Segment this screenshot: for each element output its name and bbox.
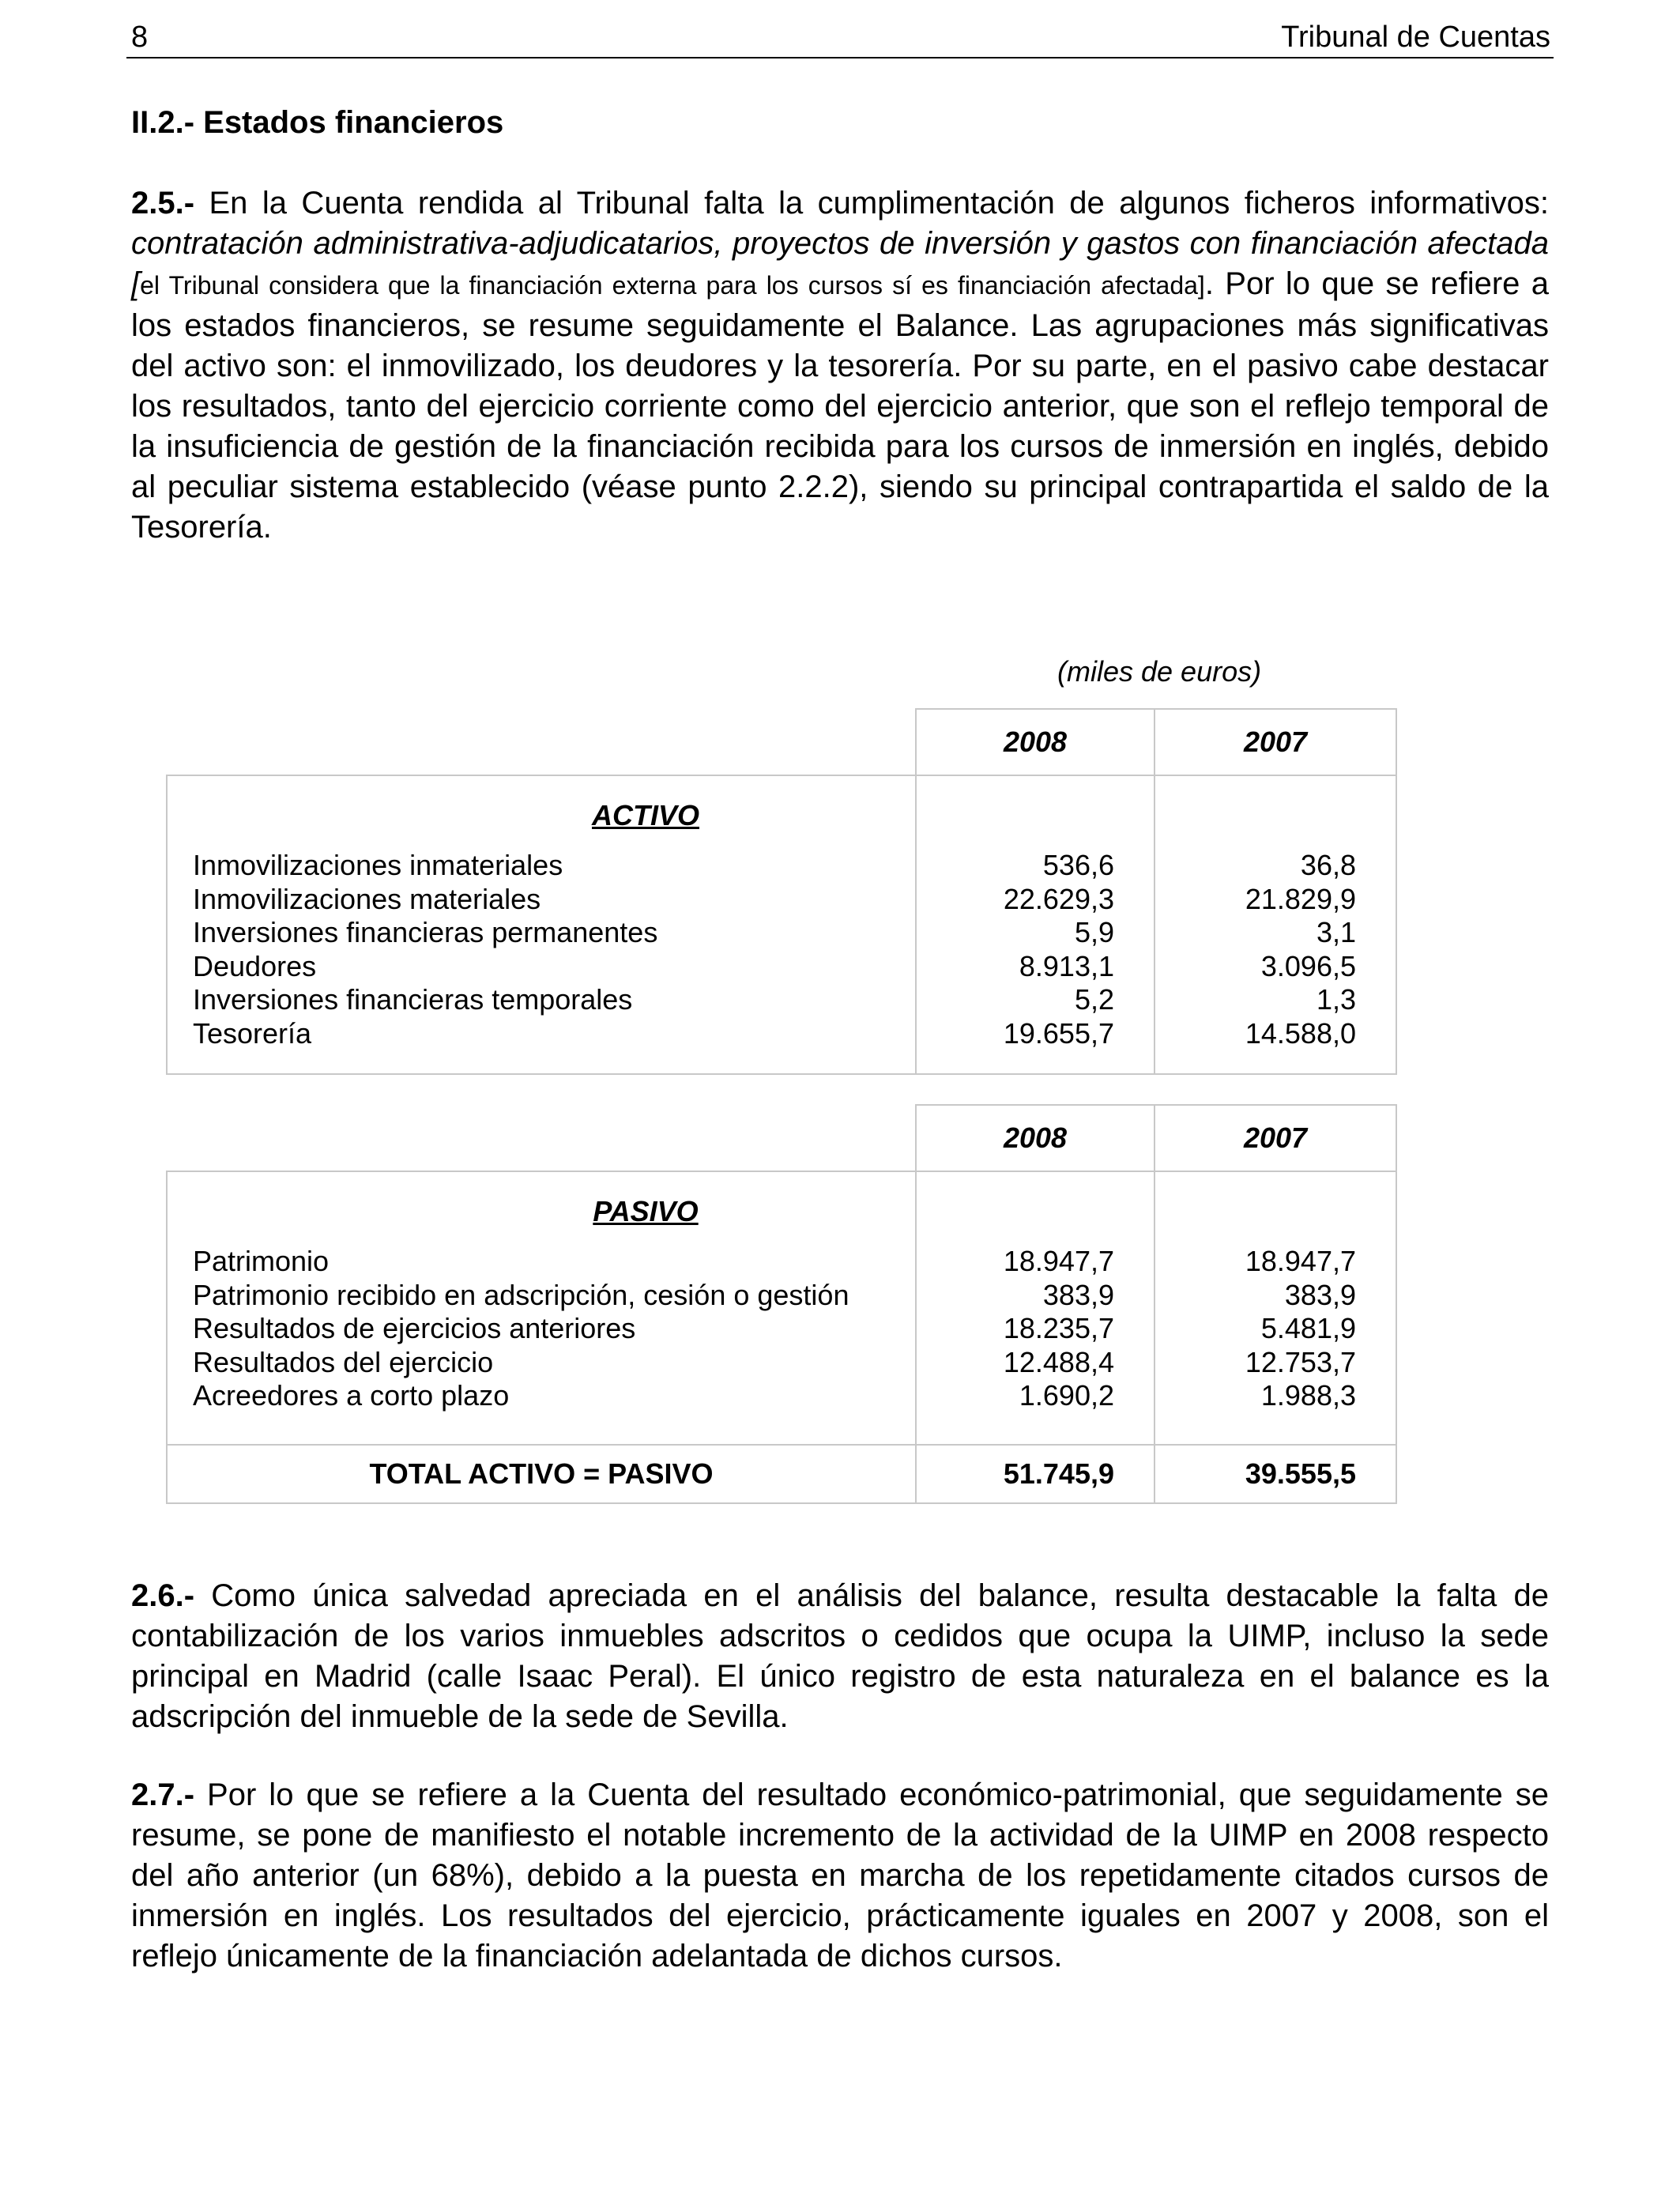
row-label: Resultados del ejercicio: [193, 1345, 494, 1378]
row-label: Patrimonio: [193, 1245, 330, 1277]
row-value: 1.988,3: [1260, 1379, 1356, 1412]
header-rule: [126, 57, 1554, 58]
row-value: 22.629,3: [1003, 882, 1114, 915]
activo-labels: [167, 775, 916, 1074]
row-value: 36,8: [1300, 849, 1356, 881]
row-label: Inmovilizaciones inmateriales: [193, 849, 563, 881]
row-value: 21.829,9: [1245, 882, 1356, 915]
bracket-open: [: [131, 266, 141, 301]
activo-values-2008: [916, 775, 1155, 1074]
row-value: 19.655,7: [1003, 1016, 1114, 1050]
row-label: Patrimonio recibido en adscripción, cesión o gestión: [193, 1278, 849, 1311]
row-value: 536,6: [1042, 849, 1114, 881]
row-value: 18.235,7: [1003, 1312, 1114, 1344]
page-number: 8: [131, 21, 149, 54]
paragraph-text: Por lo que se refiere a la Cuenta del resultado económico-patrimonial, que seguidamente se resume, se pone de manifiesto el notable incremento de la actividad de la UIMP en 2008 respecto del año anterior (un 68%), debido a la puesta en marcha de los repetidamente citados cursos de inmersión en inglés. Los resultados del ejercicio, prácticamente iguales en 2007 y 2008, son el reflejo únicamente de la financiación adelantada de dichos cursos.: [131, 1777, 1549, 1973]
pasivo-values-2008: [916, 1171, 1155, 1445]
units-caption: (miles de euros): [1057, 655, 1262, 688]
row-value: 18.947,7: [1245, 1245, 1356, 1277]
activo-values-2007: [1155, 775, 1396, 1074]
total-value-2008: 51.745,9: [916, 1445, 1155, 1503]
paragraph-note: el Tribunal considera que la financiación externa para los cursos sí es financiación afectada]: [140, 271, 1205, 300]
row-label: Inmovilizaciones materiales: [193, 882, 541, 915]
paragraph-italic-text: contratación administrativa-adjudicatarios, proyectos de inversión y gastos con financiación afectada: [131, 226, 1549, 261]
paragraph-text: Como única salvedad apreciada en el análisis del balance, resulta destacable la falta de contabilización de los varios inmuebles adscritos o cedidos que ocupa la UIMP, incluso la sede principal en Madrid (calle Isaac Peral). El único registro de esta naturaleza en el balance es la adscripción del inmueble de la sede de Sevilla.: [131, 1578, 1549, 1734]
balance-activo-table: [166, 708, 1397, 1075]
blank-cell: [167, 709, 916, 775]
row-label: Deudores: [193, 949, 317, 982]
year-header-row: [167, 1105, 1396, 1171]
year-header-2008: 2008: [916, 1105, 1155, 1171]
row-label: Inversiones financieras permanentes: [193, 916, 658, 948]
activo-body-row: [167, 775, 1396, 1074]
row-value: 14.588,0: [1245, 1016, 1356, 1050]
paragraph-number: 2.5.-: [131, 186, 195, 221]
row-value: 12.488,4: [1003, 1345, 1114, 1378]
paragraph-text: En la Cuenta rendida al Tribunal falta la cumplimentación de algunos ficheros informativos:: [194, 186, 1549, 221]
pasivo-title: PASIVO: [593, 1195, 699, 1227]
section-title: II.2.- Estados financieros: [131, 105, 504, 140]
year-header-2007: 2007: [1155, 1105, 1396, 1171]
total-label: TOTAL ACTIVO = PASIVO: [167, 1445, 916, 1503]
paragraph-number: 2.7.-: [131, 1777, 195, 1812]
row-label: Resultados de ejercicios anteriores: [193, 1312, 636, 1344]
row-value: 18.947,7: [1003, 1245, 1114, 1277]
row-value: 1.690,2: [1019, 1379, 1114, 1412]
pasivo-body-row: [167, 1171, 1396, 1445]
total-value-2007: 39.555,5: [1155, 1445, 1396, 1503]
year-header-row: [167, 709, 1396, 775]
blank-cell: [167, 1105, 916, 1171]
paragraph-2-6: [131, 1576, 1549, 1737]
total-row: [167, 1445, 1396, 1503]
row-value: 8.913,1: [1019, 949, 1114, 982]
paragraph-text: . Por lo que se refiere a los estados financieros, se resume seguidamente el Balance. Las agrupaciones más significativas del activo son: el inmovilizado, los deudores y la tesorería. Por su parte, en el pasivo cabe destacar los resultados, tanto del ejercicio corriente como del ejercicio anterior, que son el reflejo temporal de la insuficiencia de gestión de la financiación recibida para los cursos de inmersión en inglés, debido al peculiar sistema establecido (véase punto 2.2.2), siendo su principal contrapartida el saldo de la Tesorería.: [131, 266, 1550, 545]
year-header-2007: 2007: [1155, 709, 1396, 775]
row-value: 3.096,5: [1260, 949, 1356, 982]
pasivo-values-2007: [1155, 1171, 1396, 1445]
row-value: 3,1: [1316, 916, 1356, 948]
running-header-title: Tribunal de Cuentas: [1281, 21, 1550, 54]
row-value: 383,9: [1284, 1278, 1356, 1311]
row-label: Inversiones financieras temporales: [193, 983, 633, 1016]
row-value: 12.753,7: [1245, 1345, 1356, 1378]
pasivo-labels: [167, 1171, 916, 1445]
row-value: 5.481,9: [1260, 1312, 1356, 1344]
paragraph-number: 2.6.-: [131, 1578, 195, 1613]
year-header-2008: 2008: [916, 709, 1155, 775]
row-value: 1,3: [1316, 983, 1356, 1016]
row-label: Tesorería: [193, 1016, 312, 1050]
row-label: Acreedores a corto plazo: [193, 1379, 510, 1412]
paragraph-2-7: [131, 1775, 1549, 1977]
activo-title: ACTIVO: [591, 799, 699, 831]
paragraph-2-5: [131, 183, 1549, 548]
row-value: 5,2: [1074, 983, 1114, 1016]
row-value: 5,9: [1074, 916, 1114, 948]
row-value: 383,9: [1042, 1278, 1114, 1311]
balance-pasivo-table: [166, 1104, 1397, 1504]
